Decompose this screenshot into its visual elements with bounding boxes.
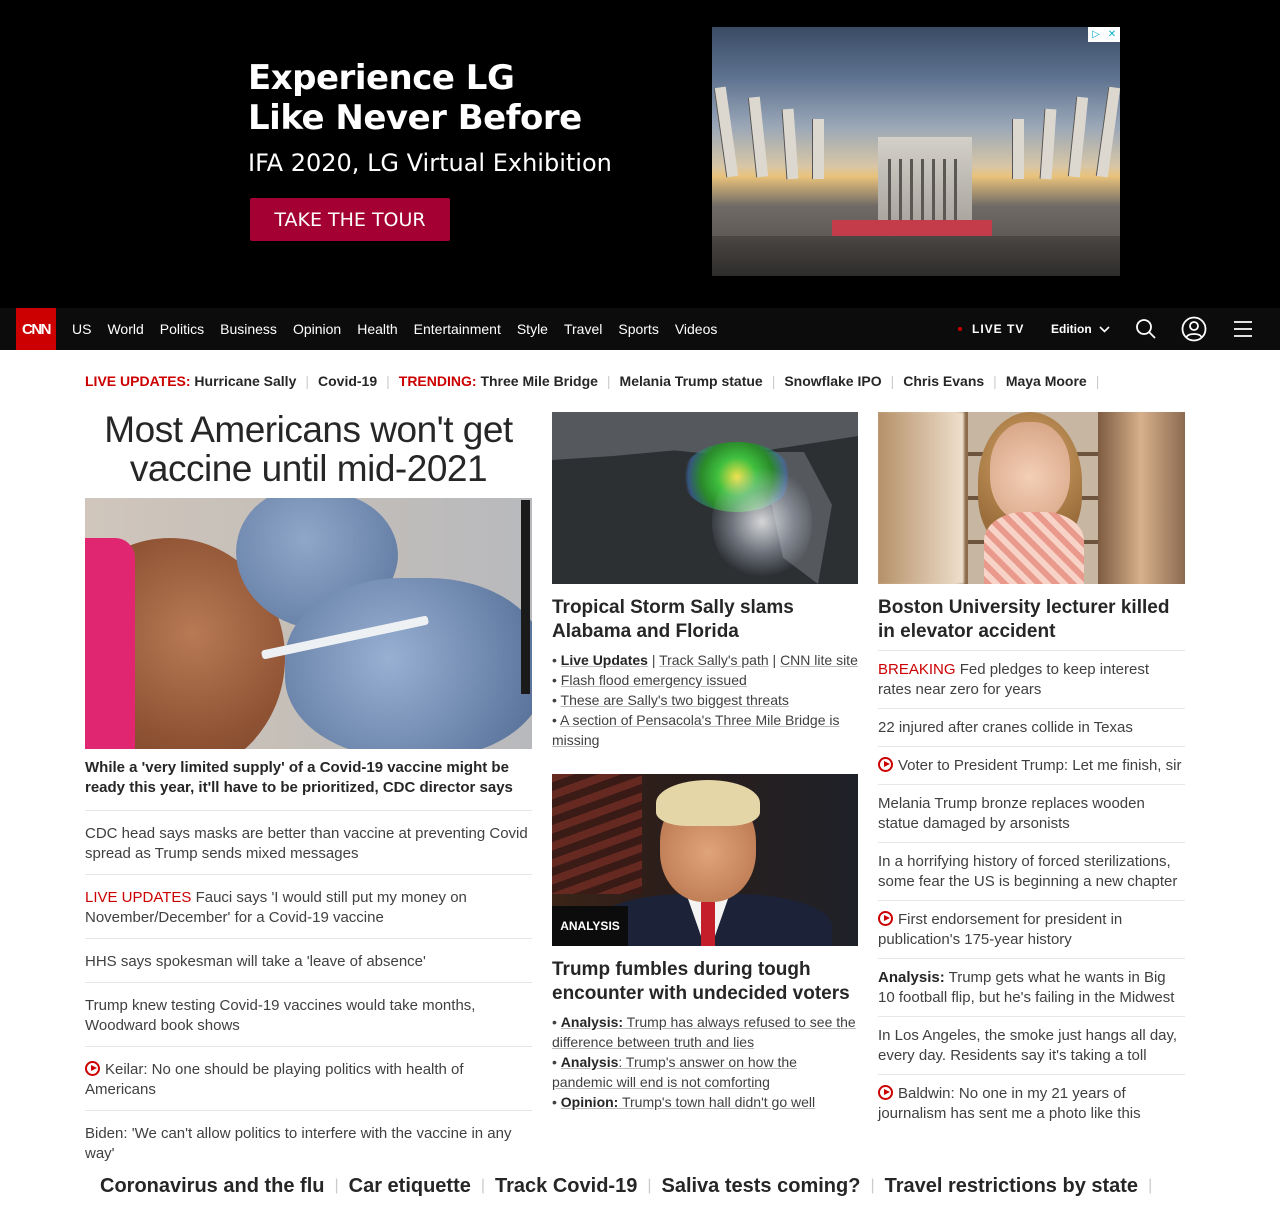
story-text: CDC head says masks are better than vaccine at preventing Covid spread as Trump sends mixed messages <box>85 825 528 862</box>
track-sally-link[interactable]: Track Sally's path <box>659 652 769 668</box>
story-text: Fed pledges to keep interest rates near zero for years <box>878 661 1149 698</box>
nav-link-entertainment[interactable]: Entertainment <box>413 321 501 337</box>
ad-banner[interactable] <box>0 0 1280 308</box>
topic-link[interactable]: Car etiquette <box>348 1174 471 1197</box>
ad-info-icon[interactable]: ▷ <box>1092 29 1100 40</box>
live-dot-icon <box>958 327 962 331</box>
separator: | <box>890 373 895 389</box>
ad-flag <box>748 97 768 178</box>
story-text: Voter to President Trump: Let me finish, sir <box>898 757 1182 774</box>
list-item[interactable] <box>878 900 1185 958</box>
trending-label: TRENDING: <box>398 373 477 389</box>
img-glove <box>285 578 532 749</box>
ad-image[interactable] <box>712 27 1120 276</box>
lecturer-image[interactable] <box>878 412 1185 584</box>
lead-story-list <box>85 810 532 1174</box>
list-item[interactable] <box>85 982 532 1046</box>
nav-link-sports[interactable]: Sports <box>618 321 659 337</box>
nav-link-politics[interactable]: Politics <box>159 321 205 337</box>
story-text: In a horrifying history of forced sterilizations, some fear the US is beginning a new chapter <box>878 853 1178 890</box>
story-text: Melania Trump bronze replaces wooden statue damaged by arsonists <box>878 795 1145 832</box>
story-text: In Los Angeles, the smoke just hangs all day, every day. Residents say it's taking a toll <box>878 1027 1178 1064</box>
story-text: HHS says spokesman will take a 'leave of absence' <box>85 953 426 970</box>
story-text: Trump gets what he wants in Big 10 football flip, but he's failing in the Midwest <box>878 969 1175 1006</box>
list-item[interactable] <box>552 1052 858 1092</box>
trump-bullets <box>552 1012 858 1112</box>
nav-link-videos[interactable]: Videos <box>674 321 718 337</box>
trending-item[interactable]: Snowflake IPO <box>784 373 882 389</box>
list-item[interactable] <box>878 842 1185 900</box>
nav-link-us[interactable]: US <box>72 321 92 337</box>
bullet: • <box>552 1094 557 1110</box>
vaccine-image[interactable] <box>85 498 532 749</box>
trending-item[interactable]: Maya Moore <box>1005 373 1087 389</box>
topic-link[interactable]: Travel restrictions by state <box>884 1174 1139 1197</box>
list-item <box>552 670 858 690</box>
separator: | <box>647 652 660 668</box>
separator: | <box>386 373 390 389</box>
ad-flag <box>1096 87 1120 178</box>
trending-item-covid[interactable]: Covid-19 <box>318 373 378 389</box>
list-item[interactable] <box>85 1110 532 1174</box>
trending-bar <box>85 372 1108 390</box>
live-tv-link[interactable] <box>958 308 1024 350</box>
separator: | <box>768 652 781 668</box>
list-item[interactable] <box>878 958 1185 1016</box>
analysis-badge: ANALYSIS <box>552 906 628 946</box>
menu-icon[interactable] <box>1231 317 1255 341</box>
story-text: First endorsement for president in publication's 175-year history <box>878 911 1123 948</box>
storm-bullets <box>552 650 858 750</box>
ad-flag <box>782 109 799 180</box>
ad-subline: IFA 2020, LG Virtual Exhibition <box>248 149 612 177</box>
separator: | <box>771 373 776 389</box>
list-item[interactable] <box>552 1012 858 1052</box>
opinion-label: Opinion: <box>560 1094 619 1110</box>
list-item[interactable] <box>878 1074 1185 1132</box>
list-item[interactable] <box>85 874 532 938</box>
story-text: Keilar: No one should be playing politics with health of Americans <box>85 1061 464 1098</box>
img-hair <box>656 780 760 826</box>
column-right <box>878 412 1185 1132</box>
img-tie <box>701 902 715 946</box>
topic-link[interactable]: Coronavirus and the flu <box>100 1174 325 1197</box>
topic-link[interactable]: Track Covid-19 <box>495 1174 638 1197</box>
story-text: Baldwin: No one in my 21 years of journalism has sent me a photo like this <box>878 1085 1141 1122</box>
ad-ground <box>712 236 1120 276</box>
storm-radar-image[interactable] <box>552 412 858 584</box>
lecturer-headline[interactable]: Boston University lecturer killed in elevator accident <box>878 597 1170 642</box>
list-item[interactable] <box>85 1046 532 1110</box>
story-text: Trump has always refused to see the difference between truth and lies <box>552 1014 856 1050</box>
list-item[interactable] <box>878 650 1185 708</box>
list-item <box>552 690 858 710</box>
story-link[interactable]: A section of Pensacola's Three Mile Bridge is missing <box>552 712 840 748</box>
list-item <box>552 650 858 670</box>
story-text: Trump knew testing Covid-19 vaccines would take months, Woodward book shows <box>85 997 476 1034</box>
nav-link-health[interactable]: Health <box>357 321 398 337</box>
bullet: • <box>552 672 557 688</box>
trending-three-mile-bridge[interactable] <box>399 373 598 389</box>
story-link[interactable]: These are Sally's two biggest threats <box>560 692 789 708</box>
list-item[interactable] <box>878 708 1185 746</box>
live-updates-link[interactable]: Live Updates <box>560 652 648 668</box>
analysis-label: Analysis <box>560 1054 619 1070</box>
column-middle <box>552 412 858 1112</box>
lead-story-link[interactable]: While a 'very limited supply' of a Covid-19 vaccine might be ready this year, it'll have to be prioritized, CDC director says <box>85 759 513 796</box>
nav-link-style[interactable]: Style <box>516 321 548 337</box>
live-updates-label: LIVE UPDATES <box>85 889 192 906</box>
story-text: 22 injured after cranes collide in Texas <box>878 719 1133 736</box>
separator: | <box>305 373 309 389</box>
play-video-icon <box>878 911 893 926</box>
search-icon[interactable] <box>1134 317 1158 341</box>
img-face <box>990 422 1070 522</box>
trending-item[interactable]: Melania Trump statue <box>619 373 763 389</box>
nav-link-business[interactable]: Business <box>220 321 277 337</box>
bullet: • <box>552 692 557 708</box>
right-story-list <box>878 650 1185 1132</box>
storm-headline[interactable]: Tropical Storm Sally slams Alabama and Florida <box>552 597 794 642</box>
topic-link[interactable]: Saliva tests coming? <box>661 1174 861 1197</box>
img-blur-right <box>1097 412 1185 584</box>
ad-strip <box>832 220 992 236</box>
trump-headline[interactable]: Trump fumbles during tough encounter with undecided voters <box>552 959 850 1004</box>
trending-item: Hurricane Sally <box>194 373 297 389</box>
nav-link-world[interactable]: World <box>107 321 144 337</box>
ad-copy <box>248 58 612 178</box>
list-item[interactable] <box>878 746 1185 784</box>
story-text: : Trump's answer on how the pandemic will end is not comforting <box>552 1054 797 1090</box>
list-item[interactable] <box>878 784 1185 842</box>
bullet: • <box>552 1054 557 1070</box>
ad-cta-button[interactable]: TAKE THE TOUR <box>250 198 450 241</box>
img-blur-left <box>878 412 964 584</box>
trending-item: Three Mile Bridge <box>480 373 598 389</box>
topics-bar <box>100 1174 1162 1198</box>
ad-headline-2: Like Never Before <box>248 98 582 138</box>
lead-headline[interactable]: Most Americans won't get vaccine until mid-2021 <box>104 409 513 489</box>
bullet: • <box>552 1014 557 1030</box>
list-item[interactable] <box>85 810 532 874</box>
cnn-logo[interactable]: CNN <box>16 308 56 350</box>
edition-label: Edition <box>1051 322 1092 336</box>
ad-flag <box>1040 109 1057 180</box>
separator: | <box>647 1177 652 1194</box>
ad-flag <box>714 87 738 178</box>
separator: | <box>1148 1177 1153 1194</box>
cnn-lite-link[interactable]: CNN lite site <box>780 652 858 668</box>
list-item[interactable] <box>878 1016 1185 1074</box>
play-video-icon <box>85 1061 100 1076</box>
bullet: • <box>552 652 557 668</box>
edition-dropdown[interactable] <box>1051 308 1110 350</box>
live-updates-label: LIVE UPDATES: <box>85 373 191 389</box>
ad-flag <box>812 119 824 179</box>
nav-link-opinion[interactable]: Opinion <box>292 321 342 337</box>
separator: | <box>1095 373 1100 389</box>
separator: | <box>606 373 611 389</box>
trending-live-updates[interactable] <box>85 373 296 389</box>
separator: | <box>334 1177 339 1194</box>
separator: | <box>480 1177 486 1194</box>
img-sleeve <box>85 538 135 749</box>
nav-link-travel[interactable]: Travel <box>563 321 603 337</box>
trump-image[interactable] <box>552 774 858 946</box>
chevron-down-icon <box>1099 326 1110 333</box>
list-item[interactable] <box>85 938 532 982</box>
play-video-icon <box>878 757 893 772</box>
img-flag <box>552 774 642 894</box>
account-icon[interactable] <box>1181 316 1207 342</box>
story-text: Trump's town hall didn't go well <box>618 1094 816 1110</box>
ad-close-icon[interactable]: ✕ <box>1107 29 1117 40</box>
ad-flag <box>1068 97 1088 178</box>
breaking-label: BREAKING <box>878 661 956 678</box>
img-clouds <box>712 462 812 582</box>
photo-credit <box>521 500 530 694</box>
img-scarf <box>984 512 1084 584</box>
bullet: • <box>552 712 557 728</box>
story-link[interactable]: Flash flood emergency issued <box>560 672 747 688</box>
column-lead <box>85 410 532 1174</box>
trending-item[interactable]: Chris Evans <box>903 373 985 389</box>
separator: | <box>993 373 997 389</box>
list-item[interactable] <box>552 1092 858 1112</box>
story-text: Biden: 'We can't allow politics to interfere with the vaccine in any way' <box>85 1125 512 1162</box>
list-item <box>552 710 858 750</box>
analysis-label: Analysis: <box>878 969 945 986</box>
ad-headline-1: Experience LG <box>248 58 515 98</box>
separator: | <box>870 1177 875 1194</box>
live-tv-label: LIVE TV <box>972 322 1025 336</box>
ad-flag <box>1012 119 1024 179</box>
analysis-label: Analysis: <box>560 1014 624 1030</box>
story-text: Fauci says 'I would still put my money on November/December' for a Covid-19 vaccine <box>85 889 467 926</box>
nav-links <box>72 308 717 350</box>
top-nav <box>0 308 1280 350</box>
play-video-icon <box>878 1085 893 1100</box>
ad-choices-badge[interactable] <box>1088 27 1120 42</box>
